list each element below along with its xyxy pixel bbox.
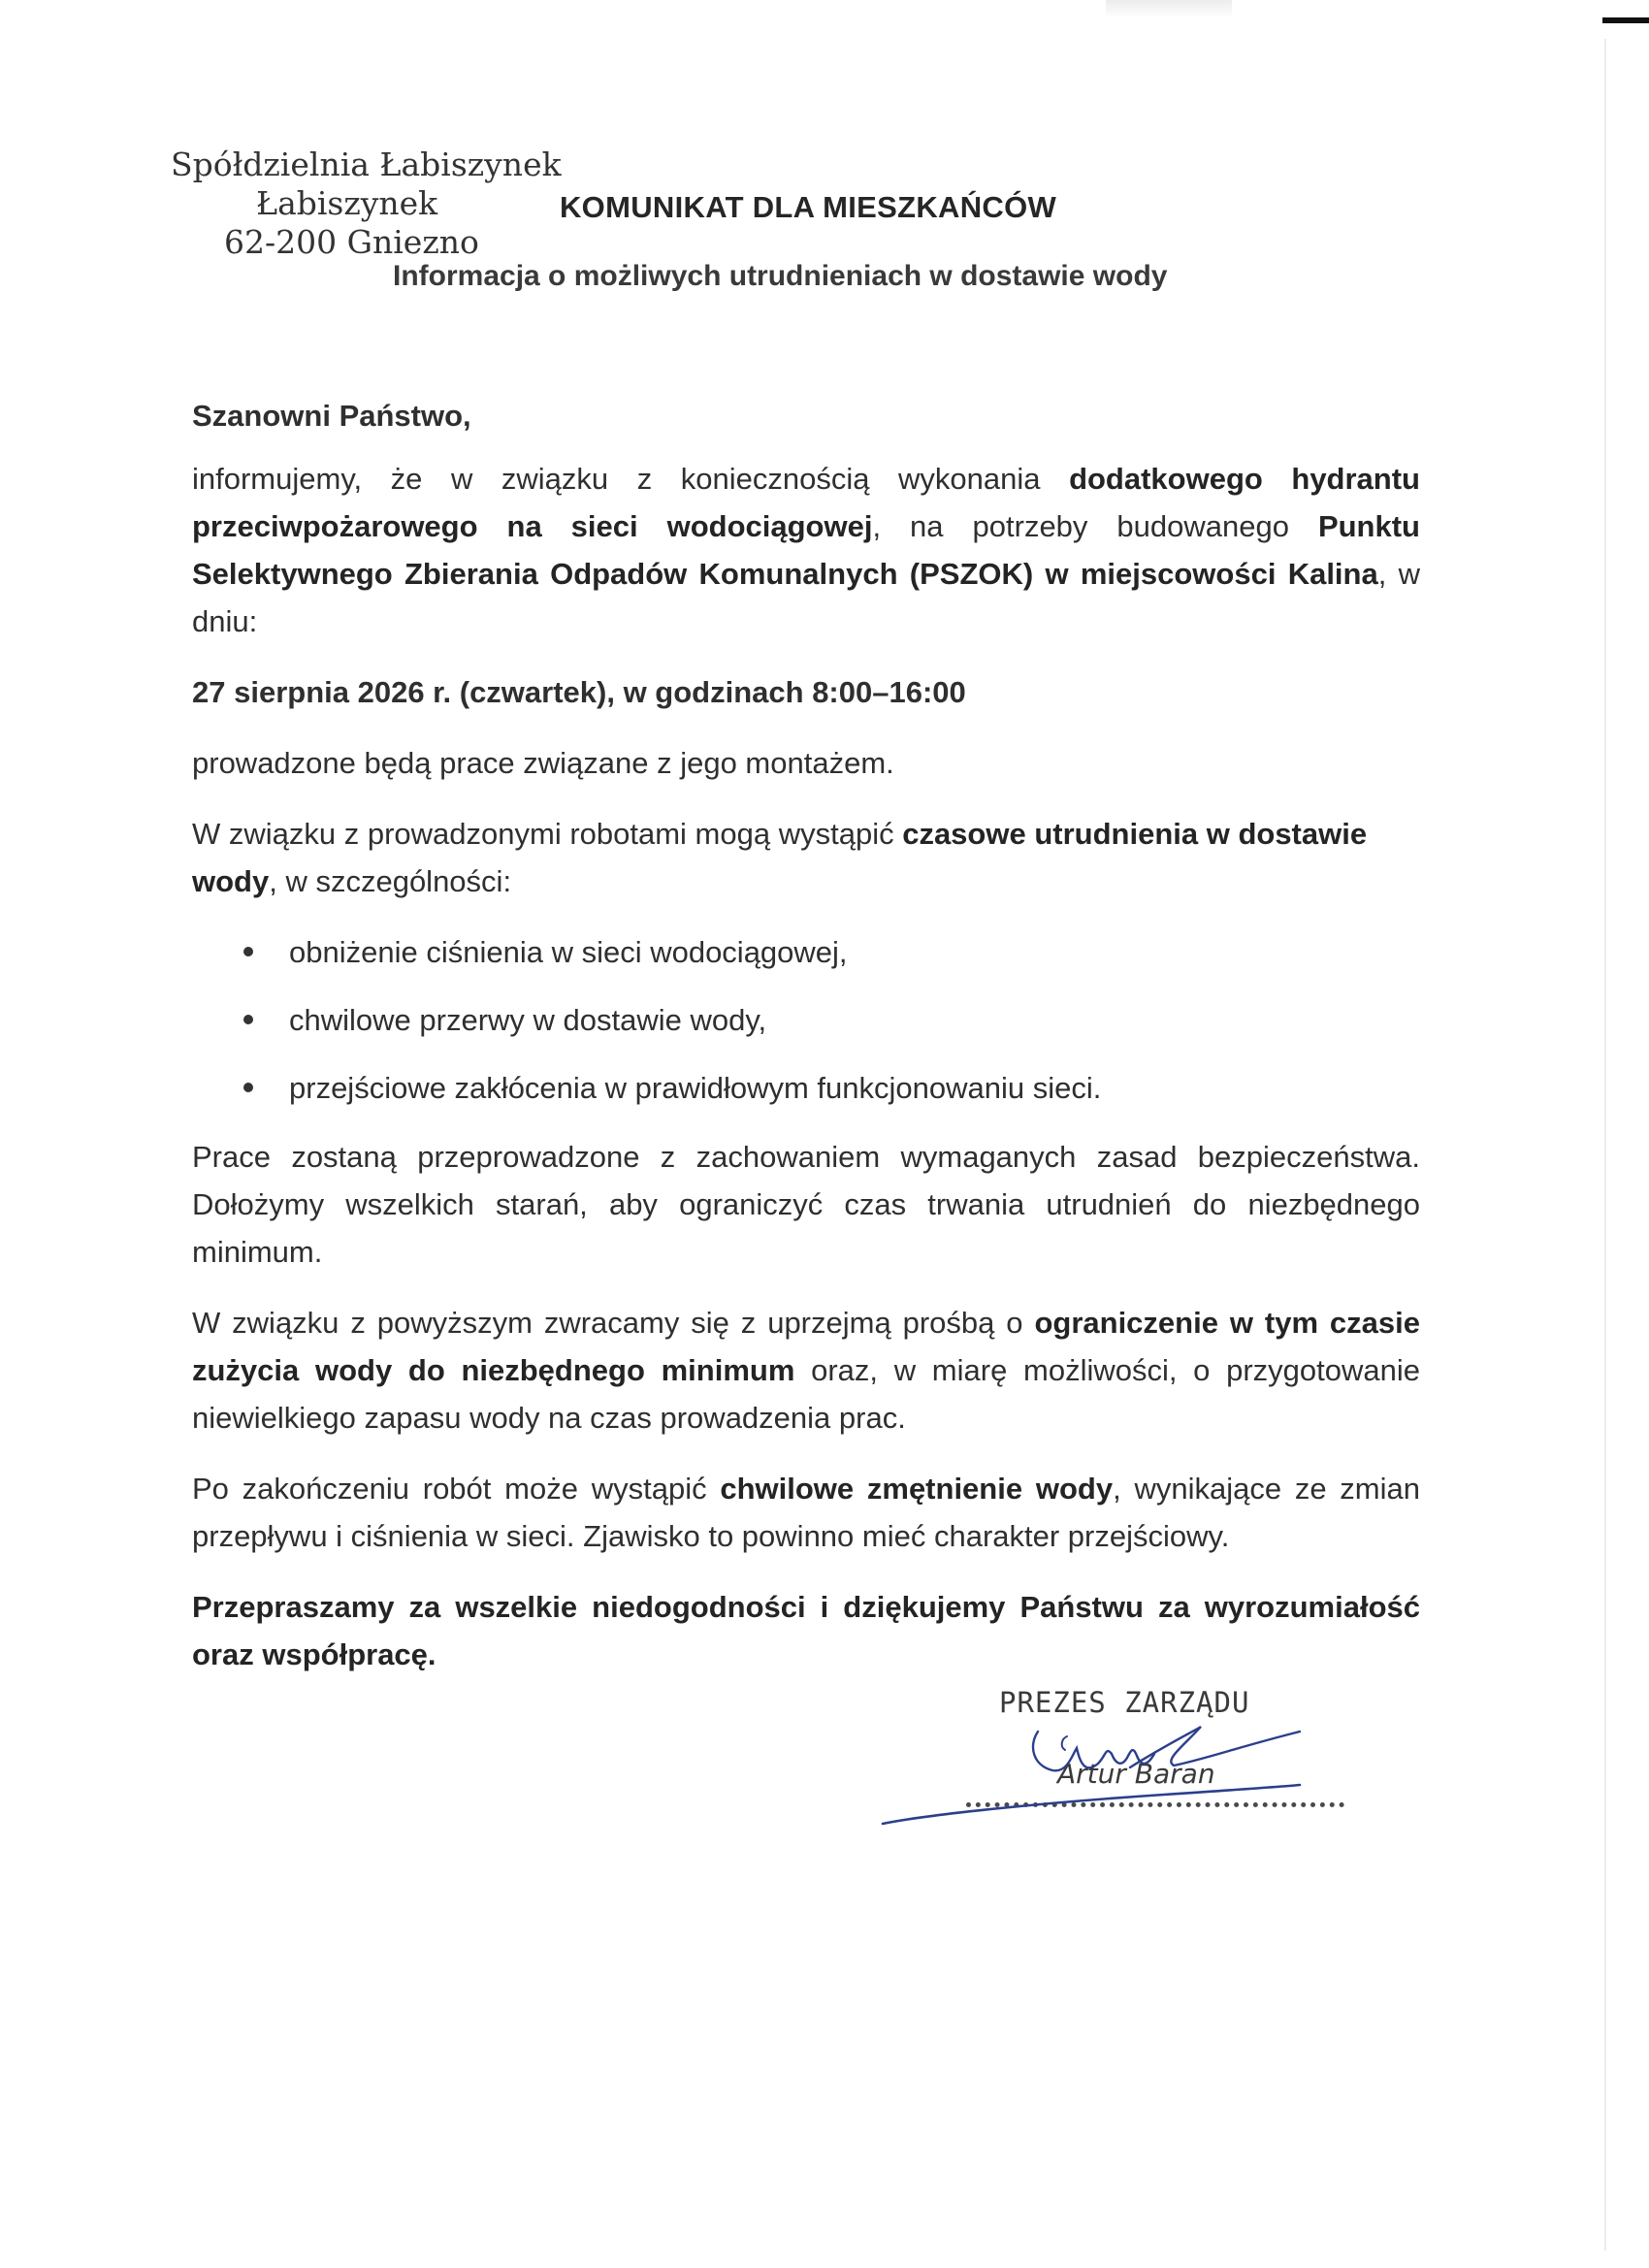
list-item bbox=[192, 1064, 1420, 1112]
sender-postcode-city: 62-200 Gniezno bbox=[224, 223, 479, 261]
intro-text-2: , na potrzeby budowanego bbox=[872, 509, 1318, 543]
paragraph-turbidity bbox=[192, 1465, 1420, 1560]
bullet-icon bbox=[243, 1015, 253, 1024]
bullet-icon bbox=[243, 947, 253, 956]
paragraph-request bbox=[192, 1299, 1420, 1442]
list-item-text: przejściowe zakłócenia w prawidłowym funkcjonowaniu sieci. bbox=[289, 1071, 1102, 1105]
document-subtitle: Informacja o możliwych utrudnieniach w dostawie wody bbox=[393, 260, 1168, 292]
signature-block bbox=[873, 1678, 1358, 1843]
letter-body bbox=[192, 392, 1420, 1701]
scan-shadow bbox=[1106, 0, 1232, 17]
request-text-1: W związku z powyższym zwracamy się z uprzejmą prośbą o bbox=[192, 1306, 1035, 1340]
intro-bold-hydrant: dodatkowego hydrantu przeciwpożarowego na sieci wodociągowej bbox=[192, 462, 1420, 543]
closing-bold: Przepraszamy za wszelkie niedogodności i dziękujemy Państwu za wyrozumiałość oraz współpracę. bbox=[192, 1590, 1420, 1671]
disruptions-bold: czasowe utrudnienia w dostawie wody bbox=[192, 817, 1368, 898]
turbidity-text-1: Po zakończeniu robót może wystąpić bbox=[192, 1472, 721, 1506]
intro-text-3: , w dniu: bbox=[192, 557, 1420, 638]
paragraph-works: prowadzone będą prace związane z jego montażem. bbox=[192, 746, 894, 780]
intro-bold-pszok: Punktu Selektywnego Zbierania Odpadów Komunalnych (PSZOK) w miejscowości Kalina bbox=[192, 509, 1420, 591]
list-item-text: obniżenie ciśnienia w sieci wodociągowej, bbox=[289, 935, 848, 969]
disruptions-text-1: W związku z prowadzonymi robotami mogą wystąpić bbox=[192, 817, 903, 851]
list-item bbox=[192, 996, 1420, 1044]
scan-edge-mark bbox=[1602, 17, 1649, 23]
paragraph-intro bbox=[192, 455, 1420, 645]
paragraph-disruptions bbox=[192, 810, 1420, 905]
stamp-title: PREZES ZARZĄDU bbox=[999, 1686, 1250, 1719]
turbidity-text-2: , wynikające ze zmian przepływu i ciśnienia w sieci. Zjawisko to powinno mieć charakter przejściowy. bbox=[192, 1472, 1420, 1553]
paragraph-closing bbox=[192, 1583, 1420, 1678]
works-date: 27 sierpnia 2026 r. (czwartek), w godzinach 8:00–16:00 bbox=[192, 675, 966, 709]
paragraph-safety: Prace zostaną przeprowadzone z zachowaniem wymaganych zasad bezpieczeństwa. Dołożymy wszelkich starań, aby ograniczyć czas trwania utrudnień do niezbędnego minimum. bbox=[192, 1140, 1420, 1269]
scan-edge-line bbox=[1604, 39, 1606, 2251]
list-item-text: chwilowe przerwy w dostawie wody, bbox=[289, 1003, 767, 1037]
sender-address bbox=[171, 146, 562, 262]
stamp-name: Artur Baran bbox=[1057, 1758, 1215, 1790]
disruptions-text-2: , w szczególności: bbox=[269, 864, 512, 898]
list-item bbox=[192, 928, 1420, 976]
request-bold: ograniczenie w tym czasie zużycia wody do niezbędnego minimum bbox=[192, 1306, 1420, 1387]
sender-name: Spółdzielnia Łabiszynek bbox=[171, 146, 562, 183]
document-title: KOMUNIKAT DLA MIESZKAŃCÓW bbox=[560, 190, 1057, 224]
disruption-list bbox=[192, 928, 1420, 1112]
handwritten-signature bbox=[873, 1678, 1358, 1843]
bullet-icon bbox=[243, 1083, 253, 1092]
request-text-2: oraz, w miarę możliwości, o przygotowanie niewielkiego zapasu wody na czas prowadzenia prac. bbox=[192, 1353, 1421, 1435]
turbidity-bold: chwilowe zmętnienie wody bbox=[720, 1472, 1114, 1506]
sender-locality: Łabiszynek bbox=[256, 184, 438, 222]
greeting: Szanowni Państwo, bbox=[192, 399, 471, 433]
intro-text-1: informujemy, że w związku z koniecznością wykonania bbox=[192, 462, 1070, 496]
